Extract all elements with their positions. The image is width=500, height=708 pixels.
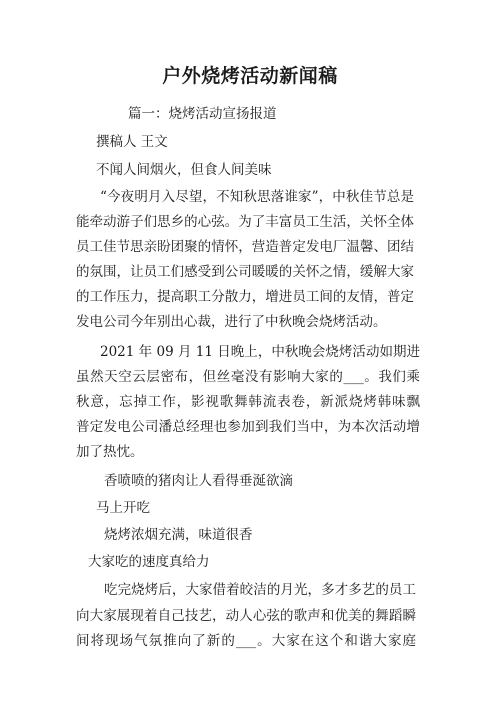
section-heading: 篇一：烧烤活动宣扬报道 xyxy=(128,106,277,122)
photo-caption: 马上开吃 xyxy=(96,500,150,516)
photo-caption: 大家吃的速度真给力 xyxy=(88,554,210,570)
paragraph-line: 向大家展现着自己技艺，动人心弦的歌声和优美的舞蹈瞬 xyxy=(76,608,416,624)
paragraph-line: 能牵动游子们思乡的心弦。为了丰富员工生活，关怀全体 xyxy=(76,214,414,230)
paragraph-line: 加了热忱。 xyxy=(76,444,144,460)
paragraph-line: 员工佳节思亲盼团聚的情怀，营造普定发电厂温馨、团结 xyxy=(76,239,414,255)
paragraph-line: 虽然天空云层密布，但丝毫没有影响大家的___。我们乘 xyxy=(76,369,420,385)
paragraph-line: 吃完烧烤后，大家借着皎洁的月光，多才多艺的员工 xyxy=(104,582,416,598)
photo-caption: 香喷喷的猪肉让人看得垂涎欲滴 xyxy=(104,473,293,489)
document-title: 户外烧烤活动新闻稿 xyxy=(162,65,338,87)
photo-caption: 烧烤浓烟充满，味道很香 xyxy=(104,527,253,543)
paragraph-line: 秋意，忘掉工作，影视歌舞韩流表卷，新派烧烤韩味飘 xyxy=(76,394,420,410)
subtitle-line: 不闻人间烟火，但食人间美味 xyxy=(96,162,272,178)
paragraph-line: 2021 年 09 月 11 日晚上，中秋晚会烧烤活动如期进 xyxy=(100,344,420,360)
paragraph-line: 发电公司今年别出心裁，进行了中秋晚会烧烤活动。 xyxy=(76,314,387,330)
paragraph-line: 的工作压力，提高职工分散力，增进员工间的友情，普定 xyxy=(76,289,414,305)
author-line: 撰稿人 王文 xyxy=(96,134,168,150)
paragraph-line: “今夜明月入尽望，不知秋思落谁家”，中秋佳节总是 xyxy=(100,189,414,205)
paragraph-line: 普定发电公司潘总经理也参加到我们当中，为本次活动增 xyxy=(76,419,420,435)
paragraph-line: 间将现场气氛推向了新的___。大家在这个和谐大家庭 xyxy=(76,633,416,649)
paragraph-line: 的氛围，让员工们感受到公司暖暖的关怀之情，缓解大家 xyxy=(76,264,414,280)
